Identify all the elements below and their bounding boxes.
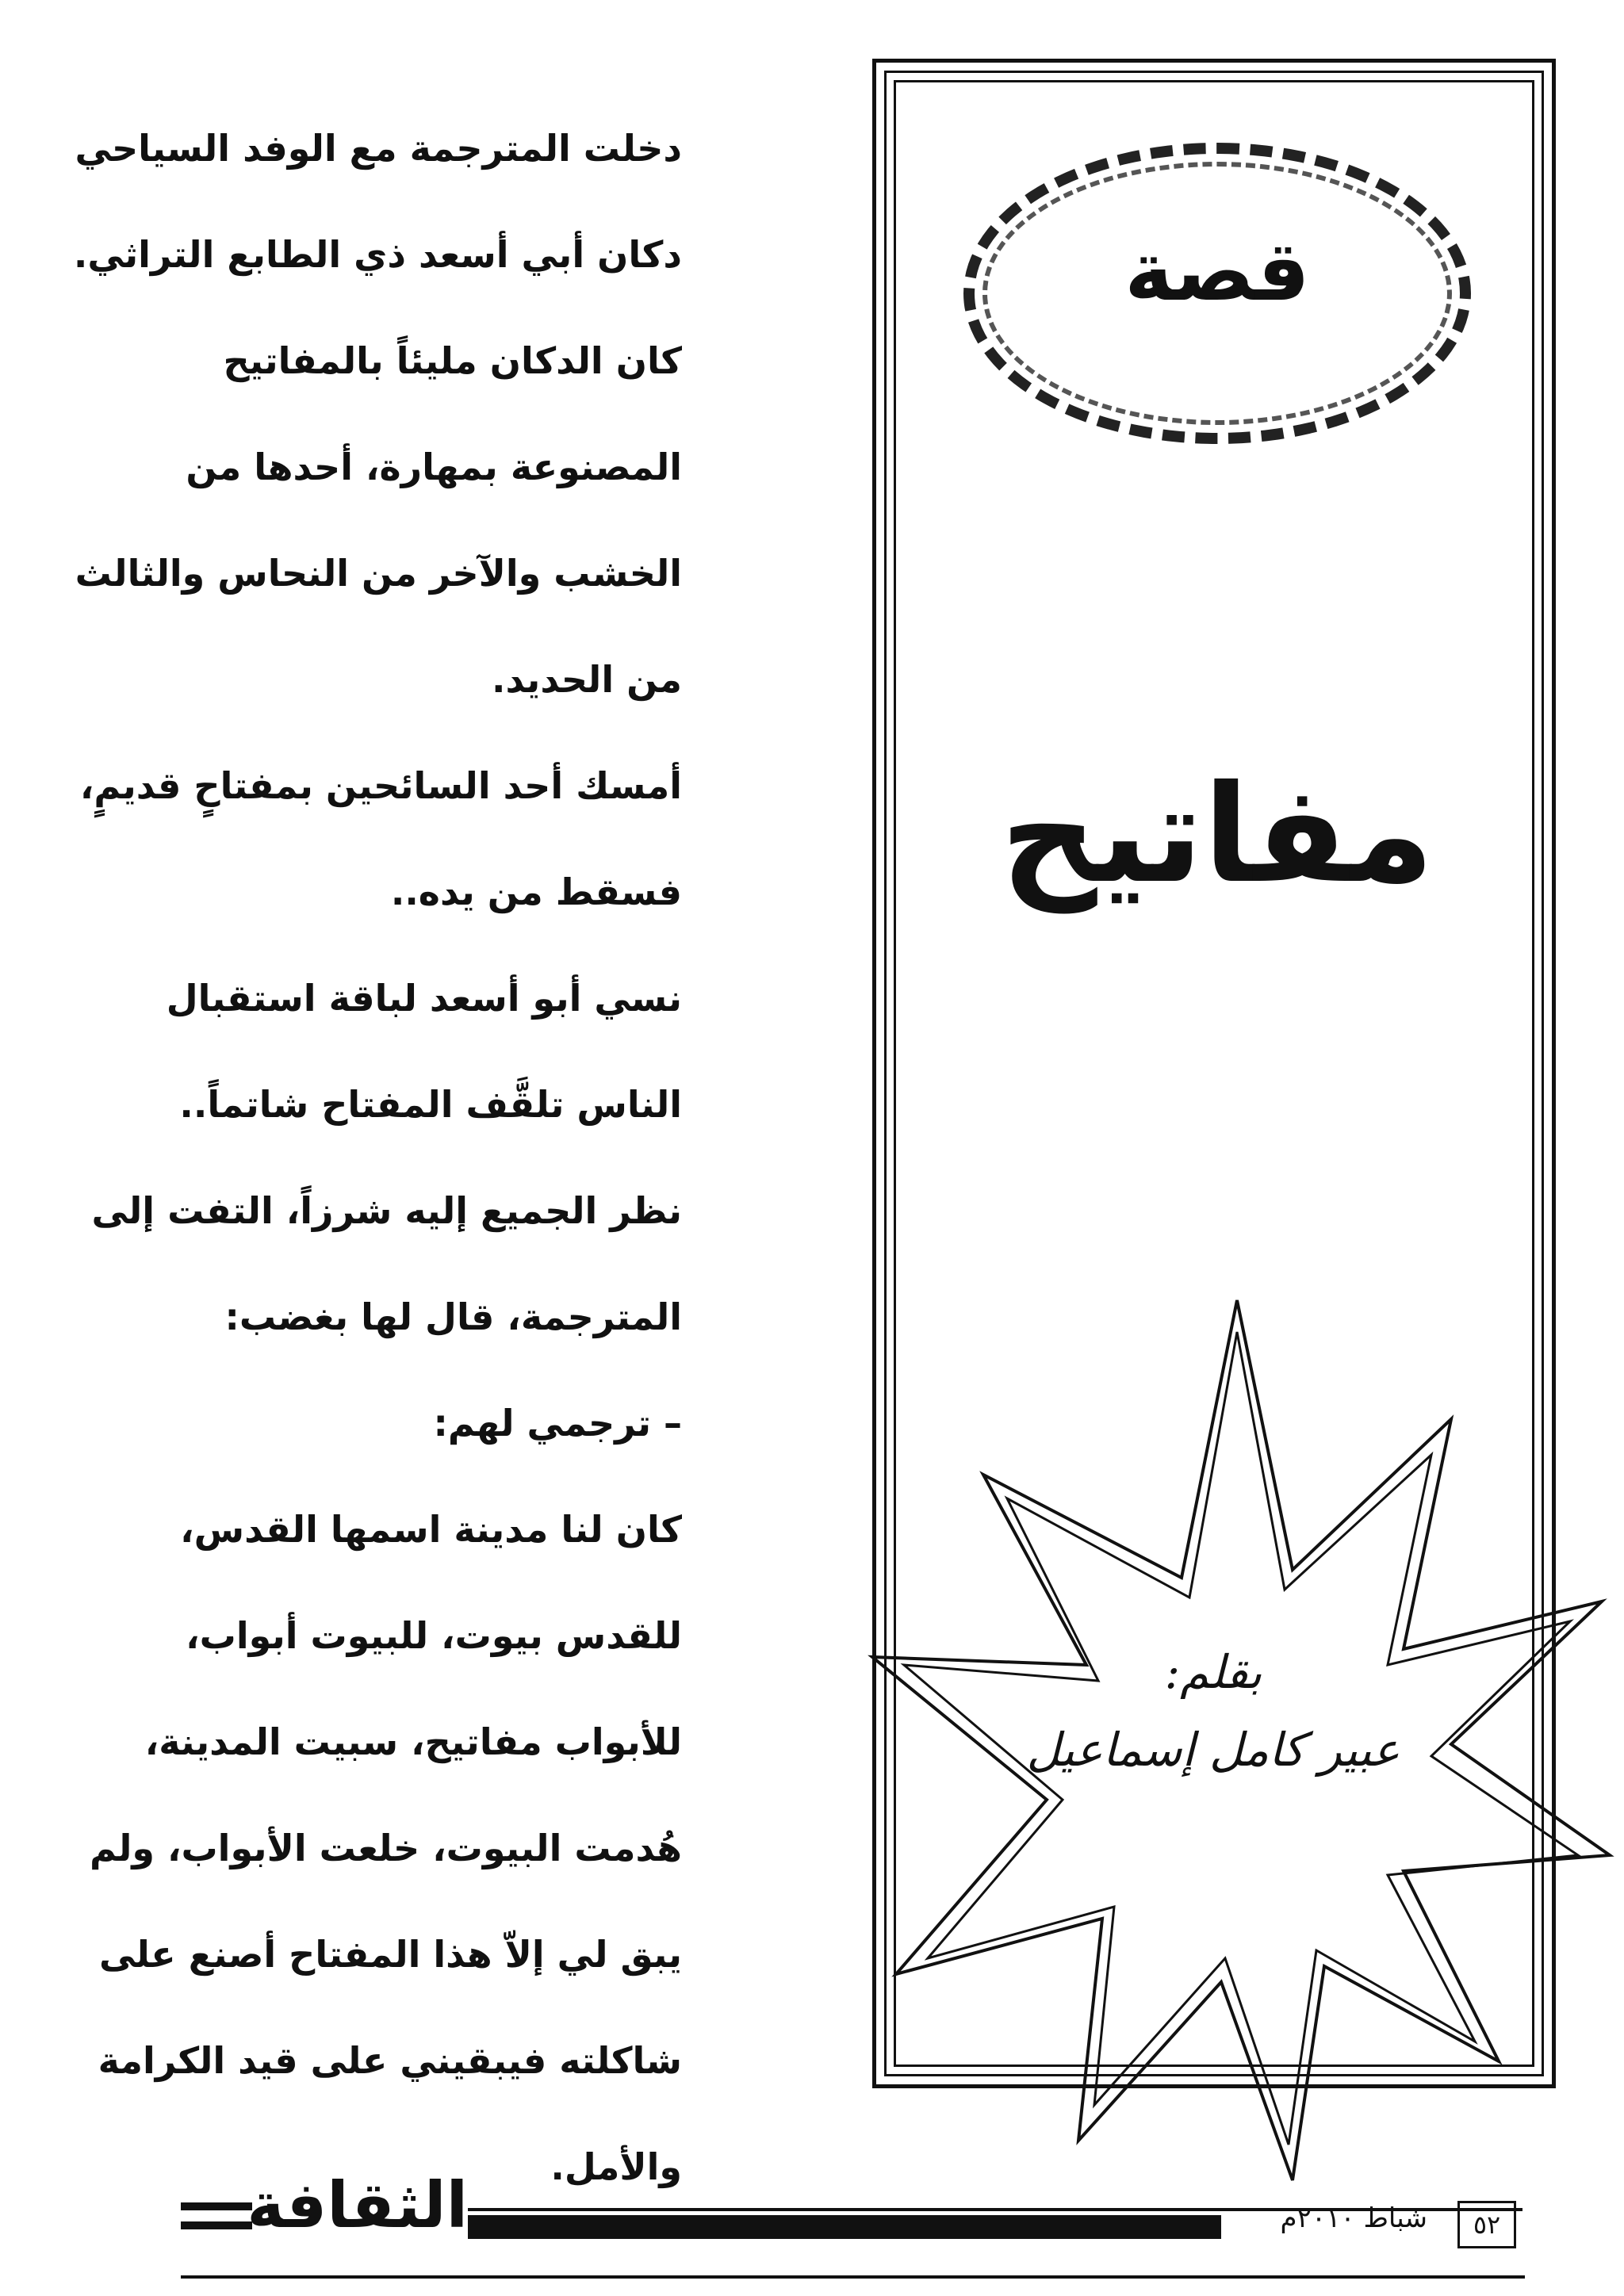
byline-prefix: بقلم:	[1164, 1645, 1262, 1699]
story-paragraph: نظر الجميع إليه شرزاً، التفت إلى المترجمة، قال لها بغضب:	[91, 1189, 682, 1338]
story-paragraph: – ترجمي لهم:	[433, 1402, 682, 1445]
footer-bottom-rule	[181, 2275, 1525, 2279]
footer-thick-bar	[468, 2215, 1221, 2239]
logo-bars-icon	[181, 2202, 252, 2250]
magazine-logo: الثقافة	[247, 2168, 468, 2242]
story-paragraph: نسي أبو أسعد لباقة استقبال الناس تلقَّف المفتاح شاتماً..	[166, 977, 682, 1126]
author-name: عبير كامل إسماعيل	[1026, 1723, 1400, 1777]
story-title: مفاتيح	[1000, 756, 1434, 913]
story-paragraph: دخلت المترجمة مع الوفد السياحي دكان أبي أسعد ذي الطابع التراثي.	[73, 127, 682, 276]
story-text-column	[71, 95, 785, 2220]
story-paragraph: كان لنا مدينة اسمها القدس، للقدس بيوت، للبيوت أبواب، للأبواب مفاتيح، سبيت المدينة، هُدمت البيوت، خلعت الأبواب، ولم يبق لي إلاّ هذا المفتاح أصنع على شاكلته فيبقيني على قيد الكرامة والأمل.	[90, 1508, 682, 2188]
issue-date: شباط ٢٠١٠م	[1280, 2202, 1427, 2234]
story-paragraph: أمسك أحد السائحين بمفتاحٍ قديمٍ، فسقط من يده..	[79, 764, 682, 913]
story-paragraph: كان الدكان مليئاً بالمفاتيح المصنوعة بمهارة، أحدها من الخشب والآخر من النحاس والثالث من الحديد.	[75, 339, 682, 701]
page-number: ٥٢	[1457, 2201, 1516, 2248]
genre-label: قصة	[1124, 223, 1310, 320]
byline	[991, 1641, 1435, 1781]
